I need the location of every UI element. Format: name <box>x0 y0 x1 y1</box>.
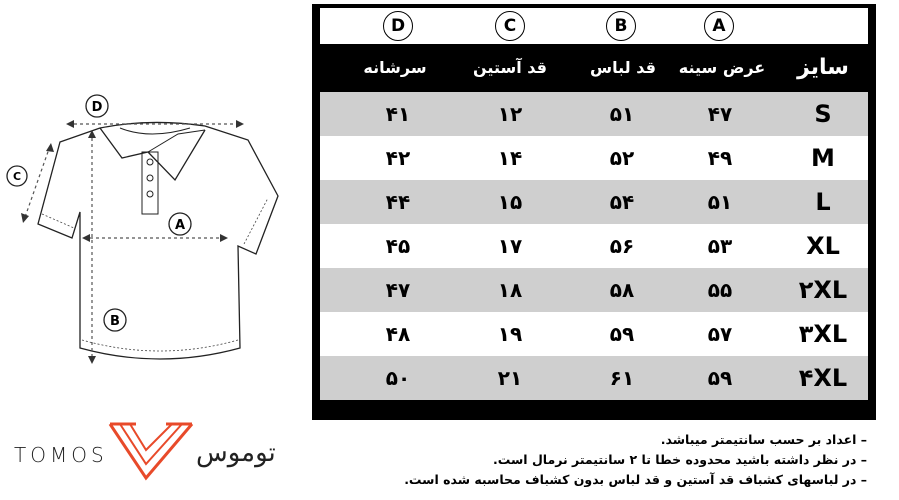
diagram-label-a: A <box>174 218 186 233</box>
cell-sleeve: ۱۲ <box>497 102 523 126</box>
table-row <box>320 268 868 312</box>
cell-shoulder: ۴۷ <box>385 278 411 302</box>
shirt-diagram <box>0 0 300 400</box>
header-chest: عرض سینه <box>678 58 766 77</box>
cell-shoulder: ۴۸ <box>385 322 411 346</box>
cell-size: XL <box>806 232 840 260</box>
cell-chest: ۵۵ <box>707 278 733 302</box>
letter-badge-c: C <box>495 11 525 41</box>
cell-chest: ۴۷ <box>707 102 733 126</box>
cell-sleeve: ۱۴ <box>497 146 523 170</box>
cell-length: ۶۱ <box>609 366 635 390</box>
header-size: سایز <box>797 55 849 80</box>
cell-length: ۵۲ <box>609 146 635 170</box>
note-tolerance: – در نظر داشته باشید محدوده خطا تا ۲ سانتیمتر نرمال است. <box>493 452 867 467</box>
letter-badge-a: A <box>704 11 734 41</box>
size-rows <box>320 92 868 400</box>
cell-sleeve: ۱۸ <box>497 278 523 302</box>
cell-chest: ۵۳ <box>707 234 733 258</box>
cell-sleeve: ۱۷ <box>497 234 523 258</box>
table-row <box>320 312 868 356</box>
cell-size: L <box>815 188 831 216</box>
cell-length: ۵۴ <box>609 190 635 214</box>
table-header <box>320 44 868 92</box>
polo-shirt-illustration <box>0 0 300 400</box>
brand-name-latin: TOMOS <box>14 443 108 467</box>
diagram-label-c: C <box>12 170 22 183</box>
header-shoulder: سرشانه <box>363 58 427 77</box>
brand-logo <box>10 418 290 486</box>
letter-badge-d: D <box>383 11 413 41</box>
cell-length: ۵۸ <box>609 278 635 302</box>
table-row <box>320 136 868 180</box>
cell-size: ۳XL <box>798 320 848 348</box>
table-row <box>320 180 868 224</box>
cell-shoulder: ۴۴ <box>385 190 411 214</box>
brand-name-persian: توموس <box>196 438 276 468</box>
header-sleeve: قد آستین <box>473 58 547 77</box>
table-row <box>320 224 868 268</box>
diagram-label-d: D <box>91 100 103 115</box>
brand-mark-icon <box>106 418 196 482</box>
diagram-label-b: B <box>110 314 120 329</box>
cell-sleeve: ۱۹ <box>497 322 523 346</box>
note-units: – اعداد بر حسب سانتیمتر میباشد. <box>660 432 867 447</box>
cell-shoulder: ۴۵ <box>385 234 411 258</box>
cell-shoulder: ۴۱ <box>385 102 411 126</box>
cell-size: S <box>814 100 832 128</box>
letter-badge-b: B <box>606 11 636 41</box>
cell-chest: ۵۹ <box>707 366 733 390</box>
cell-length: ۵۱ <box>609 102 635 126</box>
note-knit: – در لباسهای کشباف قد آستین و قد لباس بدون کشباف محاسبه شده است. <box>404 472 867 487</box>
cell-length: ۵۶ <box>609 234 635 258</box>
cell-shoulder: ۴۲ <box>385 146 411 170</box>
cell-length: ۵۹ <box>609 322 635 346</box>
table-row <box>320 356 868 400</box>
size-notes <box>307 430 867 490</box>
table-row <box>320 92 868 136</box>
measurement-letters-row <box>320 8 868 44</box>
cell-size: ۴XL <box>798 364 848 392</box>
cell-chest: ۴۹ <box>707 146 733 170</box>
cell-size: ۲XL <box>798 276 848 304</box>
cell-sleeve: ۱۵ <box>497 190 523 214</box>
cell-size: M <box>811 144 835 172</box>
cell-chest: ۵۱ <box>707 190 733 214</box>
cell-shoulder: ۵۰ <box>385 366 411 390</box>
header-length: قد لباس <box>590 58 656 77</box>
cell-chest: ۵۷ <box>707 322 733 346</box>
cell-sleeve: ۲۱ <box>497 366 523 390</box>
